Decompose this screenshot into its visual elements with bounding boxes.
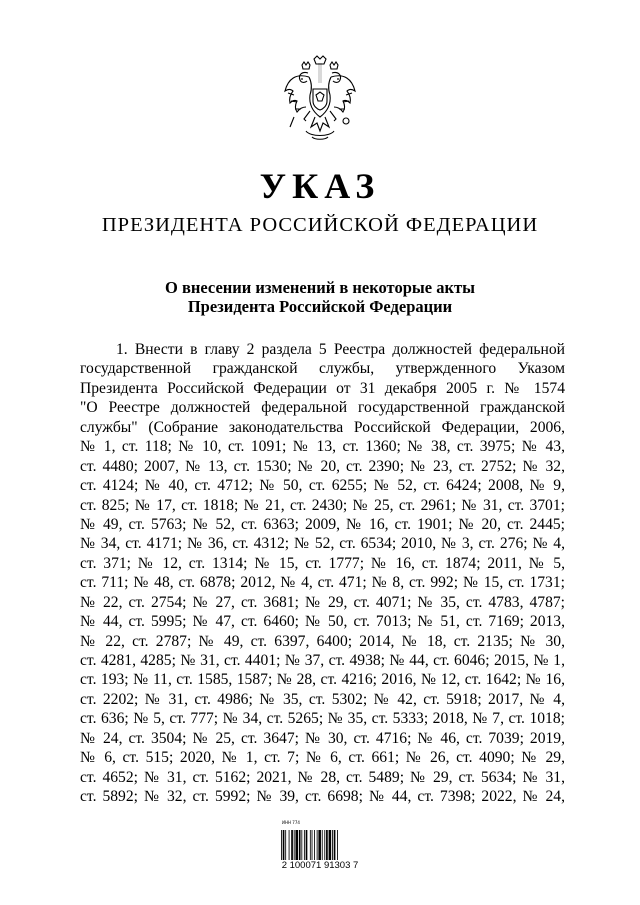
barcode-bar <box>322 830 323 860</box>
barcode-bar <box>301 830 302 860</box>
barcode-bar <box>304 830 305 860</box>
document-body <box>80 340 565 807</box>
barcode-bar <box>332 830 333 860</box>
barcode-bar <box>312 830 313 860</box>
heading-line: О внесении изменений в некоторые акты <box>165 278 475 297</box>
barcode-bar <box>329 830 332 860</box>
body-line: "О Реестре должностей федеральной государственной гражданской <box>80 399 565 417</box>
body-line: ст. 4281, 4285; № 31, ст. 4401; № 37, ст. 4938; № 44, ст. 6046; 2015, № 1, <box>80 652 565 669</box>
body-line: службы" (Собрание законодательства Российской Федерации, 2006, <box>80 418 565 436</box>
document-title: УКАЗ <box>259 166 381 206</box>
barcode-bar <box>285 830 286 860</box>
barcode-bar <box>289 830 290 860</box>
document-subtitle: ПРЕЗИДЕНТА РОССИЙСКОЙ ФЕДЕРАЦИИ <box>101 214 539 236</box>
barcode-number: 2 100071 91303 7 <box>281 860 359 871</box>
barcode-bar <box>310 830 311 860</box>
body-line: 1. Внести в главу 2 раздела 5 Реестра должностей федеральной <box>116 341 565 358</box>
barcode-icon <box>280 830 360 860</box>
barcode-bar <box>306 830 308 860</box>
heading-line: Президента Российской Федерации <box>187 297 453 316</box>
barcode-bar <box>294 830 295 860</box>
barcode-bar <box>283 830 285 860</box>
body-line: № 22, ст. 2754; № 27, ст. 3681; № 29, ст. 4071; № 35, ст. 4783, 4787; <box>80 593 565 611</box>
barcode-bar <box>314 830 315 860</box>
barcode <box>270 820 370 872</box>
barcode-bar <box>334 830 336 860</box>
body-line: № 44, ст. 5995; № 47, ст. 6460; № 50, ст. 7013; № 51, ст. 7169; 2013, <box>80 613 565 631</box>
body-line: № 22, ст. 2787; № 49, ст. 6397, 6400; 2014, № 18, ст. 2135; № 30, <box>80 632 565 650</box>
barcode-bar <box>281 830 282 860</box>
barcode-bar <box>337 830 338 860</box>
body-line: ст. 2202; № 31, ст. 4986; № 35, ст. 5302; № 42, ст. 5918; 2017, № 4, <box>80 690 565 708</box>
body-line: № 1, ст. 118; № 10, ст. 1091; № 13, ст. 1360; № 38, ст. 3975; № 43, <box>80 438 565 456</box>
body-line: ст. 193; № 11, ст. 1585, 1587; № 28, ст. 4216; 2016, № 12, ст. 1642; № 16, <box>80 671 565 689</box>
body-line: государственной гражданской службы, утвержденного Указом <box>80 360 565 378</box>
body-line: ст. 5892; № 32, ст. 5992; № 39, ст. 6698; № 44, ст. 7398; 2022, № 24, <box>80 788 565 806</box>
body-line: ст. 711; № 48, ст. 6878; 2012, № 4, ст. 471; № 8, ст. 992; № 15, ст. 1731; <box>80 574 565 592</box>
document-heading <box>150 278 490 316</box>
body-line: ст. 636; № 5, ст. 777; № 34, ст. 5265; № 35, ст. 5333; 2018, № 7, ст. 1018; <box>80 710 565 728</box>
barcode-bar <box>299 830 301 860</box>
body-line: ст. 4480; 2007, № 13, ст. 1530; № 20, ст. 2390; № 23, ст. 2752; № 32, <box>80 457 565 475</box>
body-line: ст. 371; № 12, ст. 1314; № 15, ст. 1777; № 16, ст. 1874; 2011, № 5, <box>80 554 565 572</box>
body-line: № 34, ст. 4171; № 36, ст. 4312; № 52, ст. 6534; 2010, № 3, ст. 276; № 4, <box>80 535 565 553</box>
barcode-bar <box>295 830 298 860</box>
body-line: ст. 4124; № 40, ст. 4712; № 50, ст. 6255; № 52, ст. 6424; 2008, № 9, <box>80 477 565 495</box>
body-line: ст. 4652; № 31, ст. 5162; 2021, № 28, ст. 5489; № 29, ст. 5634; № 31, <box>80 768 565 786</box>
body-line: № 6, ст. 515; 2020, № 1, ст. 7; № 6, ст. 661; № 26, ст. 4090; № 29, <box>80 749 565 767</box>
barcode-bar <box>324 830 325 860</box>
body-line: Президента Российской Федерации от 31 декабря 2005 г. № 1574 <box>80 379 565 397</box>
body-line: № 24, ст. 3504; № 25, ст. 3647; № 30, ст. 4716; № 46, ст. 7039; 2019, <box>80 729 565 747</box>
body-line: № 49, ст. 5763; № 52, ст. 6363; 2009, № 16, ст. 1901; № 20, ст. 2445; <box>80 515 565 533</box>
barcode-bar <box>326 830 328 860</box>
body-line: ст. 825; № 17, ст. 1818; № 21, ст. 2430; № 25, ст. 2961; № 31, ст. 3701; <box>80 496 565 514</box>
barcode-bar <box>317 830 318 860</box>
barcode-small-label: ИНН 774 <box>282 820 300 825</box>
barcode-bar <box>318 830 321 860</box>
coat-of-arms-icon <box>282 55 358 145</box>
barcode-bar <box>291 830 293 860</box>
